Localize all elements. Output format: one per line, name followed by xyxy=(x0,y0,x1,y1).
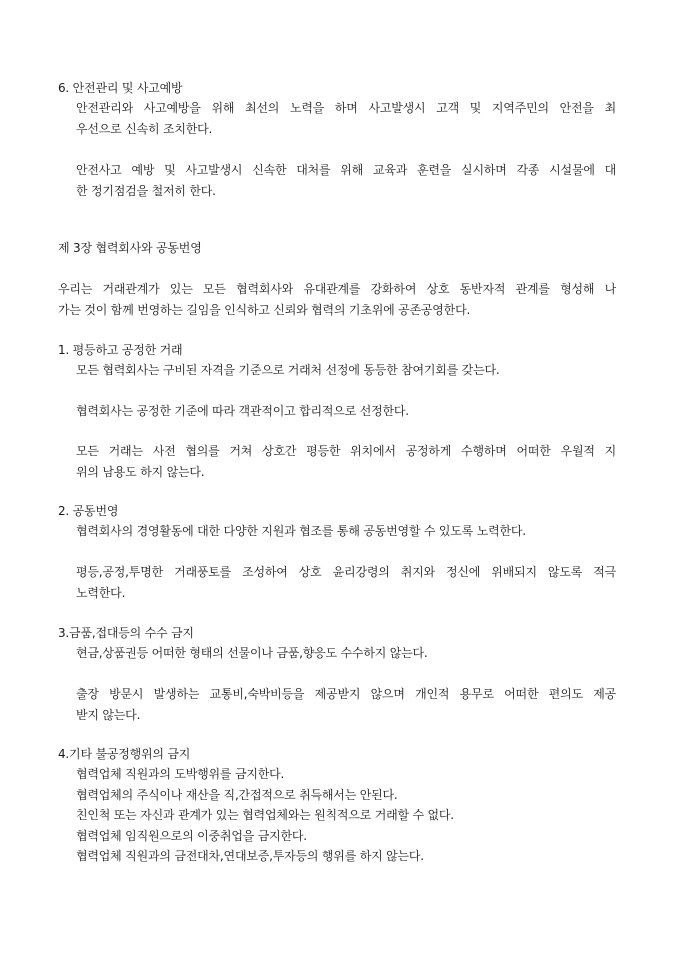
paragraph-line: 우리는 거래관계가 있는 모든 협력회사와 유대관계를 강화하여 상호 동반자적 관계를 형성해 나 xyxy=(58,282,616,296)
paragraph-line: 우선으로 신속히 조치한다. xyxy=(76,122,213,136)
paragraph-line: 평등,공정,투명한 거래풍토를 조성하여 상호 윤리강령의 취지와 정신에 위배되지 않도록 적극 xyxy=(76,565,616,579)
paragraph-line: 현금,상품권등 어떠한 형태의 선물이나 금품,향응도 수수하지 않는다. xyxy=(76,646,428,660)
list-item: 협력업체 임직원으로의 이중취업을 금지한다. xyxy=(76,829,307,843)
paragraph-line: 협력회사는 공정한 기준에 따라 객관적이고 합리적으로 선정한다. xyxy=(76,404,409,418)
list-item: 친인척 또는 자신과 관계가 있는 협력업체와는 원칙적으로 거래할 수 없다. xyxy=(76,808,454,822)
paragraph-line: 모든 거래는 사전 협의를 거쳐 상호간 평등한 위치에서 공정하게 수행하며 어떠한 우월적 지 xyxy=(76,444,616,458)
paragraph-line: 받지 않는다. xyxy=(76,708,141,722)
paragraph-line: 안전사고 예방 및 사고발생시 신속한 대처를 위해 교육과 훈련을 실시하며 각종 시설물에 대 xyxy=(76,163,616,177)
paragraph-line: 출장 방문시 발생하는 교통비,숙박비등을 제공받지 않으며 개인적 용무로 어떠한 편의도 제공 xyxy=(76,687,616,701)
paragraph-line: 협력회사의 경영활동에 대한 다양한 지원과 협조를 통해 공동번영할 수 있도록 노력한다. xyxy=(76,524,526,538)
section-heading: 1. 평등하고 공정한 거래 xyxy=(58,343,183,357)
section-heading: 6. 안전관리 및 사고예방 xyxy=(58,81,183,95)
section-heading: 3.금품,접대등의 수수 금지 xyxy=(58,626,194,640)
list-item: 협력업체 직원과의 금전대차,연대보증,투자등의 행위를 하지 않는다. xyxy=(76,849,424,863)
paragraph-line: 한 정기점검을 철저히 한다. xyxy=(76,184,216,198)
chapter-title: 제 3장 협력회사와 공동번영 xyxy=(58,241,202,255)
section-heading: 2. 공동번영 xyxy=(58,504,119,518)
paragraph-line: 위의 남용도 하지 않는다. xyxy=(76,465,205,479)
list-item: 협력업체의 주식이나 재산을 직,간접적으로 취득해서는 안된다. xyxy=(76,788,398,802)
paragraph-line: 가는 것이 함께 번영하는 길임을 인식하고 신뢰와 협력의 기초위에 공존공영한다. xyxy=(58,303,471,317)
paragraph-line: 노력한다. xyxy=(76,586,126,600)
list-item: 협력업체 직원과의 도박행위를 금지한다. xyxy=(76,767,285,781)
paragraph-line: 안전관리와 사고예방을 위해 최선의 노력을 하며 사고발생시 고객 및 지역주민의 안전을 최 xyxy=(76,101,616,115)
paragraph-line: 모든 협력회사는 구비된 자격을 기준으로 거래처 선정에 동등한 참여기회를 갖는다. xyxy=(76,363,500,377)
section-heading: 4.기타 불공정행위의 금지 xyxy=(58,747,191,761)
